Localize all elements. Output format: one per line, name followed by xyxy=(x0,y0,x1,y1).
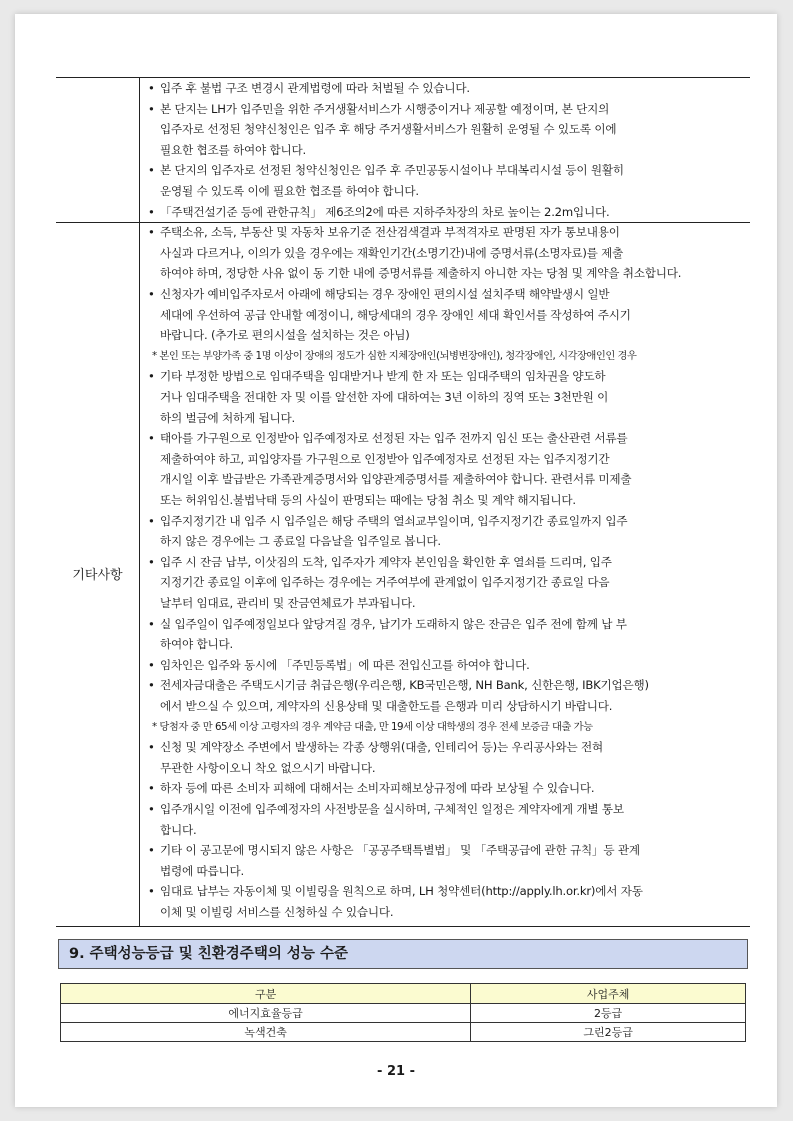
table-cell: 녹색건축 xyxy=(61,1023,471,1042)
line-text: 거나 임대주택을 전대한 자 및 이를 알선한 자에 대하여는 3년 이하의 징역 또는 3천만원 이 xyxy=(160,390,609,404)
line-text: 무관한 사항이오니 착오 없으시기 바랍니다. xyxy=(160,760,376,775)
table-cell: 그린2등급 xyxy=(471,1023,746,1042)
line-text: 에서 받으실 수 있으며, 계약자의 신용상태 및 대출한도를 은행과 미리 상담하시기 바랍니다. xyxy=(160,699,613,713)
section-heading: 9. 주택성능등급 및 친환경주택의 성능 수준 xyxy=(58,939,748,969)
bullet-icon: • xyxy=(148,369,155,384)
line-text: 「주택건설기준 등에 관한규칙」 제6조의2에 따른 지하주차장의 차로 높이는 2.2m입니다. xyxy=(160,204,610,219)
line-text: 본 단지의 입주자로 선정된 청약신청인은 입주 후 주민공동시설이나 부대복리시설 등이 원활히 xyxy=(160,163,624,178)
line-text: * 당첨자 중 만 65세 이상 고령자의 경우 계약금 대출, 만 19세 이상 대학생의 경우 전세 보증금 대출 가능 xyxy=(152,720,593,733)
document-page xyxy=(15,14,777,1107)
line-text: 주택소유, 소득, 부동산 및 자동차 보유기준 전산검색결과 부적격자로 판명된 자가 통보내용이 xyxy=(160,225,620,240)
line-text: 하여야 하며, 정당한 사유 없이 동 기한 내에 증명서류를 제출하지 아니한 자는 당첨 및 계약을 취소합니다. xyxy=(160,266,682,281)
line-text: 필요한 협조를 하여야 합니다. xyxy=(160,142,306,157)
line-text: 날부터 임대료, 관리비 및 잔금연체료가 부과됩니다. xyxy=(160,596,416,610)
bullet-icon: • xyxy=(148,431,155,446)
bullet-icon: • xyxy=(148,884,155,899)
line-text: 기타 이 공고문에 명시되지 않은 사항은 「공공주택특별법」 및 「주택공급에 관한 규칙」등 관계 xyxy=(160,843,640,858)
line-text: 바랍니다. (추가로 편의시설을 설치하는 것은 아님) xyxy=(160,328,410,343)
line-text: 입주개시일 이전에 입주예정자의 사전방문을 실시하며, 구체적인 일정은 계약자에게 개별 통보 xyxy=(160,802,624,816)
line-text: 제출하여야 하고, 피입양자를 가구원으로 인정받아 입주예정자로 선정된 자는 입주지정기간 xyxy=(160,451,610,466)
line-text: 사실과 다르거나, 이의가 있을 경우에는 재확인기간(소명기간)내에 증명서류(소명자료)를 제출 xyxy=(160,245,624,260)
line-text: 입주자로 선정된 청약신청인은 입주 후 해당 주거생활서비스가 원활히 운영될 수 있도록 이에 xyxy=(160,122,617,137)
page-number: - 21 - xyxy=(377,1064,415,1079)
line-text: 지정기간 종료일 이후에 입주하는 경우에는 거주여부에 관계없이 입주지정기간 종료일 다음 xyxy=(160,575,610,590)
content-column xyxy=(140,78,750,926)
line-text: * 본인 또는 부양가족 중 1명 이상이 장애의 정도가 심한 지체장애인(뇌병변장애인), 청각장애인, 시각장애인인 경우 xyxy=(152,349,637,362)
line-text: 본 단지는 LH가 입주민을 위한 주거생활서비스가 시행중이거나 제공할 예정이며, 본 단지의 xyxy=(160,101,610,116)
line-text: 하여야 합니다. xyxy=(160,637,233,652)
line-text: 입주 후 불법 구조 변경시 관계법령에 따라 처벌될 수 있습니다. xyxy=(160,81,470,95)
line-text: 태아를 가구원으로 인정받아 입주예정자로 선정된 자는 입주 전까지 임신 또는 출산관련 서류를 xyxy=(160,431,628,446)
line-text: 개시일 이후 발급받은 가족관계증명서와 입양관계증명서를 제출하여야 합니다. 관련서류 미제출 xyxy=(160,472,632,487)
line-text: 하의 벌금에 처하게 됩니다. xyxy=(160,410,295,425)
bullet-icon: • xyxy=(148,513,155,528)
section-label: 기타사항 xyxy=(72,568,123,583)
bullet-icon: • xyxy=(148,101,155,116)
bullet-icon: • xyxy=(148,554,155,569)
bullet-icon: • xyxy=(148,616,155,631)
performance-table xyxy=(60,983,746,1042)
bullet-icon: • xyxy=(148,81,155,95)
bullet-icon: • xyxy=(148,678,155,693)
bullet-icon: • xyxy=(148,843,155,858)
line-text: 임대료 납부는 자동이체 및 이빌링을 원칙으로 하며, LH 청약센터(http://apply.lh.or.kr)에서 자동 xyxy=(160,884,643,899)
line-text: 하자 등에 따른 소비자 피해에 대해서는 소비자피해보상규정에 따라 보상될 수 있습니다. xyxy=(160,781,595,796)
line-text: 법령에 따릅니다. xyxy=(160,863,244,878)
bullet-icon: • xyxy=(148,225,155,240)
line-text: 하지 않은 경우에는 그 종료일 다음날을 입주일로 봅니다. xyxy=(160,534,441,549)
bullet-icon: • xyxy=(148,740,155,755)
line-text: 이체 및 이빌링 서비스를 신청하실 수 있습니다. xyxy=(160,905,394,919)
line-text: 합니다. xyxy=(160,822,197,837)
line-text: 실 입주일이 입주예정일보다 앞당겨질 경우, 납기가 도래하지 않은 잔금은 입주 전에 함께 납 부 xyxy=(160,616,627,631)
line-text: 운영될 수 있도록 이에 필요한 협조를 하여야 합니다. xyxy=(160,184,419,198)
line-text: 임차인은 입주와 동시에 「주민등록법」에 따른 전입신고를 하여야 합니다. xyxy=(160,657,530,672)
table-row xyxy=(61,1004,746,1023)
table-cell: 에너지효율등급 xyxy=(61,1004,471,1023)
table-header-row xyxy=(61,984,746,1004)
line-text: 신청자가 예비입주자로서 아래에 해당되는 경우 장애인 편의시설 설치주택 해약발생시 일반 xyxy=(160,287,610,301)
label-column xyxy=(56,78,140,926)
line-text: 입주 시 잔금 납부, 이삿짐의 도착, 입주자가 계약자 본인임을 확인한 후 열쇠를 드리며, 입주 xyxy=(160,554,612,569)
line-text: 입주지정기간 내 입주 시 입주일은 해당 주택의 열쇠교부일이며, 입주지정기간 종료일까지 입주 xyxy=(160,513,628,528)
notice-table xyxy=(56,77,750,927)
bullet-icon: • xyxy=(148,204,155,219)
table-row xyxy=(61,1023,746,1042)
bullet-icon: • xyxy=(148,657,155,672)
bullet-icon: • xyxy=(148,781,155,796)
bullet-icon: • xyxy=(148,802,155,816)
header-cell: 사업주체 xyxy=(471,984,746,1004)
line-text: 또는 허위임신.불법낙태 등의 사실이 판명되는 때에는 당첨 취소 및 계약 해지됩니다. xyxy=(160,493,576,507)
line-text: 전세자금대출은 주택도시기금 취급은행(우리은행, KB국민은행, NH Bank, 신한은행, IBK기업은행) xyxy=(160,678,649,693)
header-cell: 구분 xyxy=(61,984,471,1004)
bullet-icon: • xyxy=(148,163,155,178)
line-text: 신청 및 계약장소 주변에서 발생하는 각종 상행위(대출, 인테리어 등)는 우리공사와는 전혀 xyxy=(160,740,603,755)
line-text: 세대에 우선하여 공급 안내할 예정이니, 해당세대의 경우 장애인 세대 확인서를 작성하여 주시기 xyxy=(160,307,631,322)
table-cell: 2등급 xyxy=(471,1004,746,1023)
line-text: 기타 부정한 방법으로 임대주택을 임대받거나 받게 한 자 또는 임대주택의 임차권을 양도하 xyxy=(160,369,606,384)
bullet-icon: • xyxy=(148,287,155,301)
